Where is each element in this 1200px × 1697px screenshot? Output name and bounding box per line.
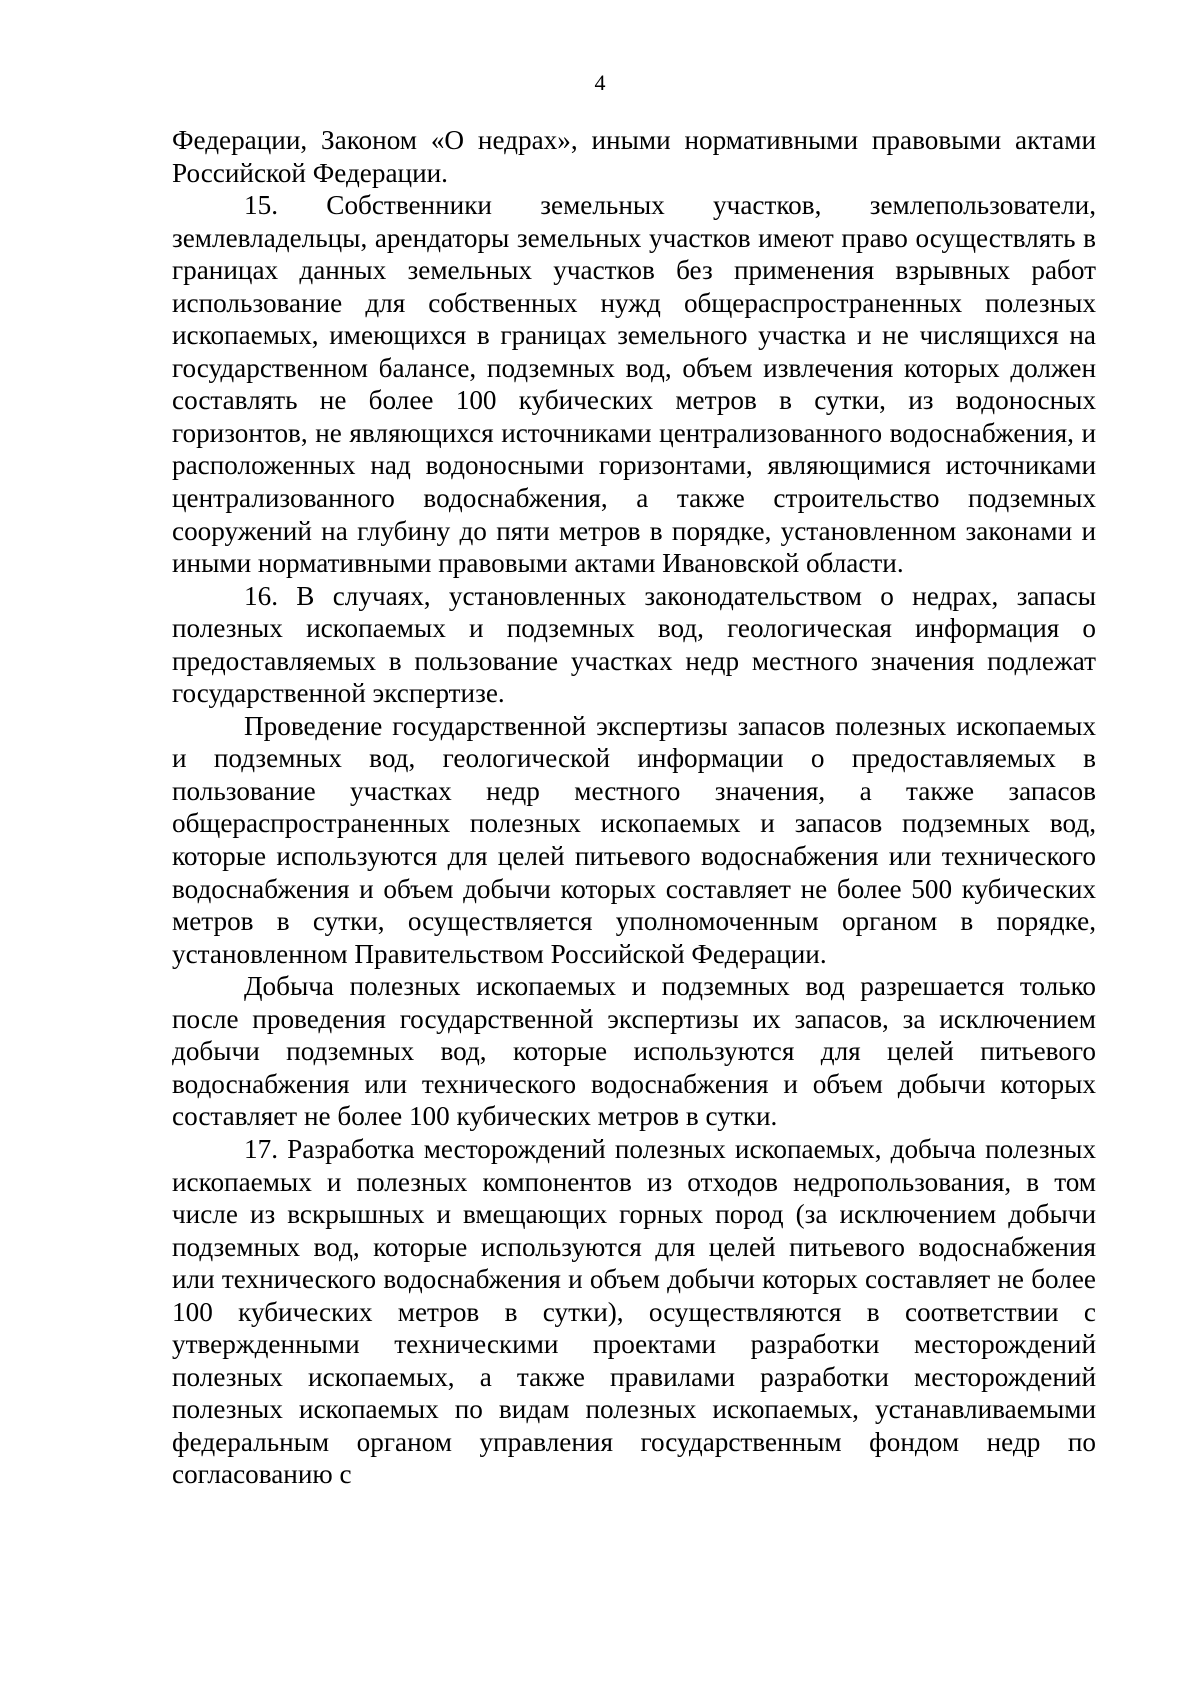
paragraph-continuation: Федерации, Законом «О недрах», иными нормативными правовыми актами Российской Федерации. <box>172 125 1096 188</box>
paragraph-item-16-extraction: Добыча полезных ископаемых и подземных вод разрешается только после проведения государственной экспертизы их запасов, за исключением добычи подземных вод, которые используются для целей питьевого водоснабжения или технического водоснабжения и объем добычи которых составляет не более 100 кубических метров в сутки. <box>172 971 1096 1132</box>
paragraph-item-16-expertise: Проведение государственной экспертизы запасов полезных ископаемых и подземных вод, геологической информации о предоставляемых в пользование участках недр местного значения, а также запасов общераспространенных полезных ископаемых и запасов подземных вод, которые используются для целей питьевого водоснабжения или технического водоснабжения и объем добычи которых составляет не более 500 кубических метров в сутки, осуществляется уполномоченным органом в порядке, установленном Правительством Российской Федерации. <box>172 710 1096 969</box>
document-body <box>172 124 1096 1491</box>
page-number: 4 <box>594 70 606 95</box>
paragraph-item-17: 17. Разработка месторождений полезных ископаемых, добыча полезных ископаемых и полезных компонентов из отходов недропользования, в том числе из вскрышных и вмещающих горных пород (за исключением добычи подземных вод, которые используются для целей питьевого водоснабжения или технического водоснабжения и объем добычи которых составляет не более 100 кубических метров в сутки), осуществляются в соответствии с утвержденными техническими проектами разработки месторождений полезных ископаемых, а также правилами разработки месторождений полезных ископаемых по видам полезных ископаемых, устанавливаемыми федеральным органом управления государственным фондом недр по согласованию с <box>172 1133 1096 1490</box>
paragraph-item-15: 15. Собственники земельных участков, землепользователи, землевладельцы, арендаторы земельных участков имеют право осуществлять в границах данных земельных участков без применения взрывных работ использование для собственных нужд общераспространенных полезных ископаемых, имеющихся в границах земельного участка и не числящихся на государственном балансе, подземных вод, объем извлечения которых должен составлять не более 100 кубических метров в сутки, из водоносных горизонтов, не являющихся источниками централизованного водоснабжения, и расположенных над водоносными горизонтами, являющимися источниками централизованного водоснабжения, а также строительство подземных сооружений на глубину до пяти метров в порядке, установленном законами и иными нормативными правовыми актами Ивановской области. <box>172 190 1096 579</box>
paragraph-item-16: 16. В случаях, установленных законодательством о недрах, запасы полезных ископаемых и подземных вод, геологическая информация о предоставляемых в пользование участках недр местного значения подлежат государственной экспертизе. <box>172 580 1096 709</box>
